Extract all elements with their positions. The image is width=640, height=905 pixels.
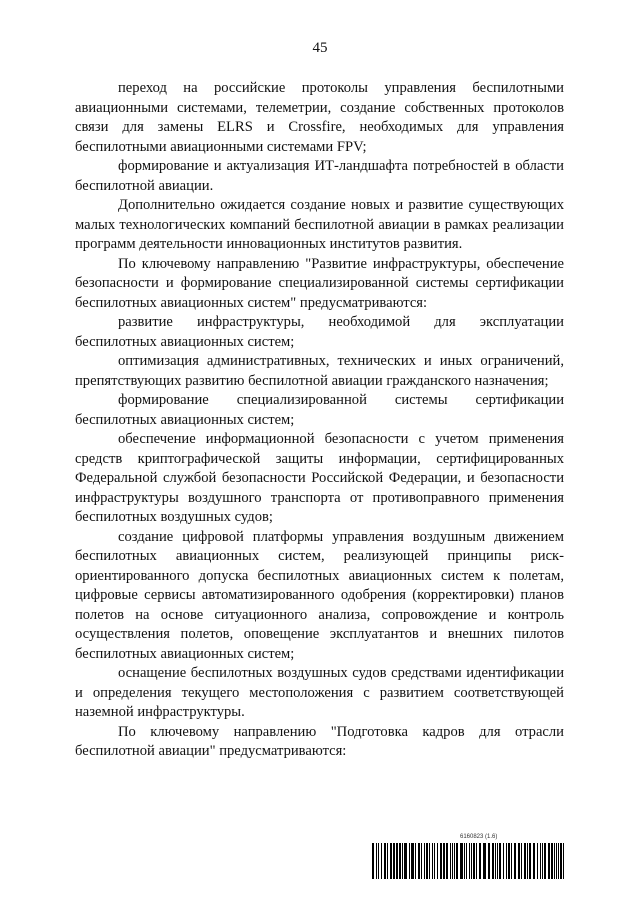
paragraph: переход на российские протоколы управления беспилотными авиационными системами, телеметрии, создание собственных протоколов связи для замены ELRS и Crossfire, необходимых для управления беспилотными авиационными системами FPV; bbox=[75, 80, 564, 155]
paragraph: Дополнительно ожидается создание новых и развитие существующих малых технологических компаний беспилотной авиации в рамках реализации программ деятельности инновационных институтов развития. bbox=[75, 197, 564, 252]
paragraph: По ключевому направлению "Развитие инфраструктуры, обеспечение безопасности и формирование специализированной системы сертификации беспилотных авиационных систем" предусматриваются: bbox=[75, 255, 564, 311]
paragraph: создание цифровой платформы управления воздушным движением беспилотных авиационных систем, реализующей принципы риск-ориентированного допуска беспилотных авиационных систем к полетам, цифровые сервисы автоматизированного одобрения (корректировки) планов полетов на основе ситуационного анализа, сопровождение и контроль осуществления полетов, оповещение эксплуатантов и внешних пилотов беспилотных авиационных систем; bbox=[75, 528, 564, 662]
body-text bbox=[75, 79, 564, 762]
paragraph: развитие инфраструктуры, необходимой для эксплуатации беспилотных авиационных систем; bbox=[75, 314, 564, 350]
paragraph: оптимизация административных, технических и иных ограничений, препятствующих развитию беспилотной авиации гражданского назначения; bbox=[75, 353, 564, 389]
page-number: 45 bbox=[312, 40, 328, 56]
paragraph: обеспечение информационной безопасности с учетом применения средств криптографической защиты информации, сертифицированных Федеральной службой безопасности Российской Федерации, и безопасности инфраструктуры воздушного транспорта от противоправного применения беспилотных воздушных судов; bbox=[75, 431, 564, 525]
paragraph: По ключевому направлению "Подготовка кадров для отрасли беспилотной авиации" предусматриваются: bbox=[75, 723, 564, 759]
barcode-image bbox=[372, 843, 564, 879]
document-code: 6160823 (1.6) bbox=[460, 834, 498, 840]
paragraph: формирование и актуализация ИТ-ландшафта потребностей в области беспилотной авиации. bbox=[75, 158, 564, 194]
paragraph: оснащение беспилотных воздушных судов средствами идентификации и определения текущего местоположения с развитием соответствующей наземной инфраструктуры. bbox=[75, 665, 564, 720]
paragraph: формирование специализированной системы сертификации беспилотных авиационных систем; bbox=[75, 392, 564, 428]
